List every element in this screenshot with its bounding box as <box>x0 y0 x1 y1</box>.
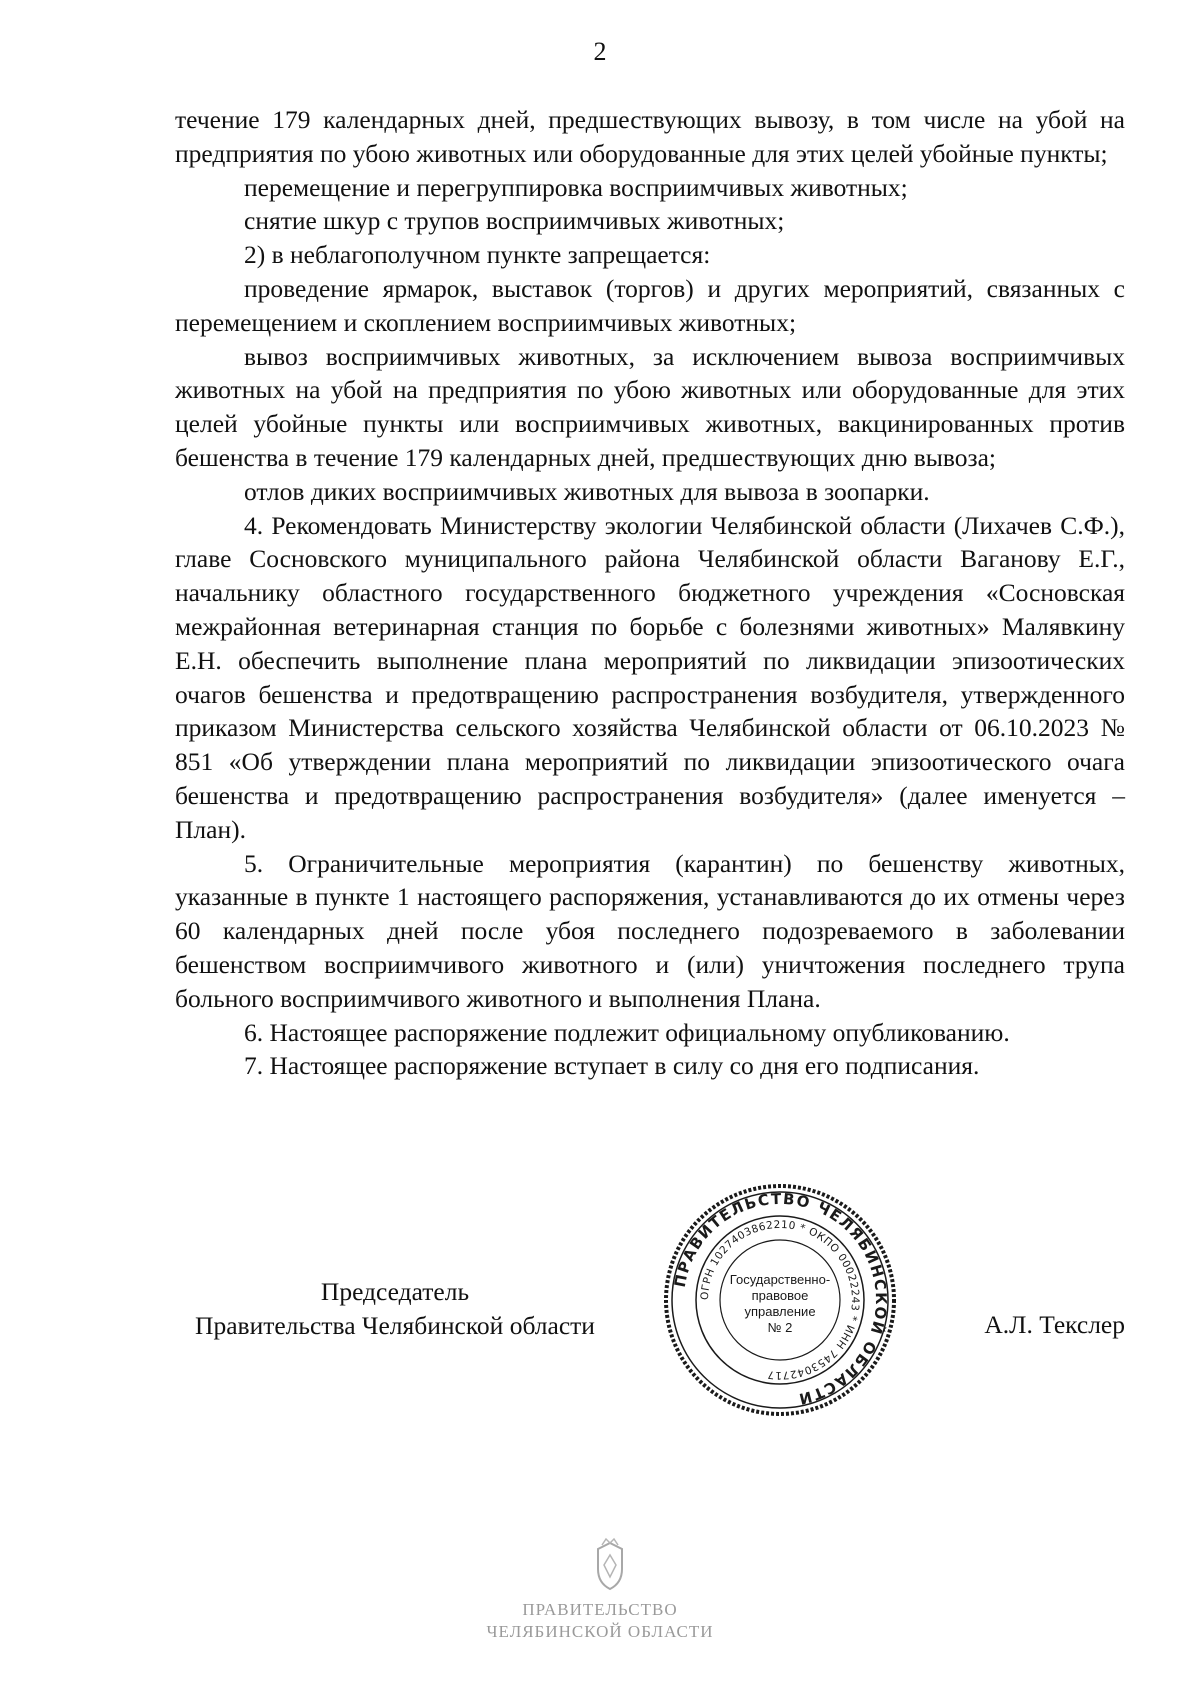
document-body <box>175 103 1125 1083</box>
footer-org-line1: ПРАВИТЕЛЬСТВО <box>522 1600 678 1619</box>
footer-org-line2: ЧЕЛЯБИНСКОЙ ОБЛАСТИ <box>486 1622 714 1641</box>
coat-of-arms-icon <box>580 1535 640 1595</box>
signatory-name: А.Л. Текслер <box>984 1310 1125 1339</box>
seal-graphic <box>660 1180 900 1420</box>
seal-center-line1: Государственно- <box>729 1272 831 1287</box>
paragraph-wild-animals: отлов диких восприимчивых животных для вывоза в зоопарки. <box>244 476 930 506</box>
paragraph-item-5: 5. Ограничительные мероприятия (карантин) по бешенству животных, указанные в пункте 1 настоящего распоряжения, устанавливаются до их отмены через 60 календарных дней после убоя последнего подозреваемого в заболевании бешенством восприимчивого животного и (или) уничтожения последнего трупа больного восприимчивого животного и выполнения Плана. <box>175 848 1125 1013</box>
official-seal <box>660 1180 900 1420</box>
paragraph-item-4: 4. Рекомендовать Министерству экологии Челябинской области (Лихачев С.Ф.), главе Сосновского муниципального района Челябинской области Ваганову Е.Г., начальнику областного государственного бюджетного учреждения «Сосновская межрайонная ветеринарная станция по борьбе с болезнями животных» Малявкину Е.Н. обеспечить выполнение плана мероприятий по ликвидации эпизоотических очагов бешенства и предотвращению распространения возбудителя, утвержденного приказом Министерства сельского хозяйства Челябинской области от 06.10.2023 № 851 «Об утверждении плана мероприятий по ликвидации эпизоотического очага бешенства и предотвращению распространения возбудителя» (далее именуется – План). <box>175 510 1125 844</box>
page-number: 2 <box>593 37 607 66</box>
paragraph-movement: перемещение и перегруппировка восприимчивых животных; <box>244 172 908 202</box>
seal-center-line4: № 2 <box>767 1320 793 1335</box>
paragraph-fairs: проведение ярмарок, выставок (торгов) и других мероприятий, связанных с перемещением и скоплением восприимчивых животных; <box>175 273 1125 337</box>
paragraph-item-7: 7. Настоящее распоряжение вступает в силу со дня его подписания. <box>244 1051 980 1081</box>
signatory-title-line2: Правительства Челябинской области <box>195 1310 595 1340</box>
paragraph-item-6: 6. Настоящее распоряжение подлежит официальному опубликованию. <box>244 1017 1010 1047</box>
signatory-title <box>175 1275 615 1343</box>
seal-center-line2: правовое <box>751 1288 809 1303</box>
paragraph-continuation: течение 179 календарных дней, предшествующих вывозу, в том числе на убой на предприятия по убою животных или оборудованные для этих целей убойные пункты; <box>175 105 1125 168</box>
seal-center-line3: управление <box>744 1304 816 1319</box>
signatory-title-line1: Председатель <box>320 1277 470 1306</box>
paragraph-export: вывоз восприимчивых животных, за исключением вывоза восприимчивых животных на убой на предприятия по убою животных или оборудованные для этих целей убойные пункты или восприимчивых животных, вакцинированных против бешенства в течение 179 календарных дней, предшествующих дню вывоза; <box>175 341 1125 472</box>
seal-outer-text: ПРАВИТЕЛЬСТВО ЧЕЛЯБИНСКОЙ ОБЛАСТИ <box>670 1189 891 1409</box>
paragraph-prohibited-heading: 2) в неблагополучном пункте запрещается: <box>244 240 711 270</box>
paragraph-skinning: снятие шкур с трупов восприимчивых животных; <box>244 206 785 236</box>
seal-inner-text: ОГРН 1027403862210 * ОКПО 00022243 * ИНН 7453042717 <box>698 1218 862 1382</box>
